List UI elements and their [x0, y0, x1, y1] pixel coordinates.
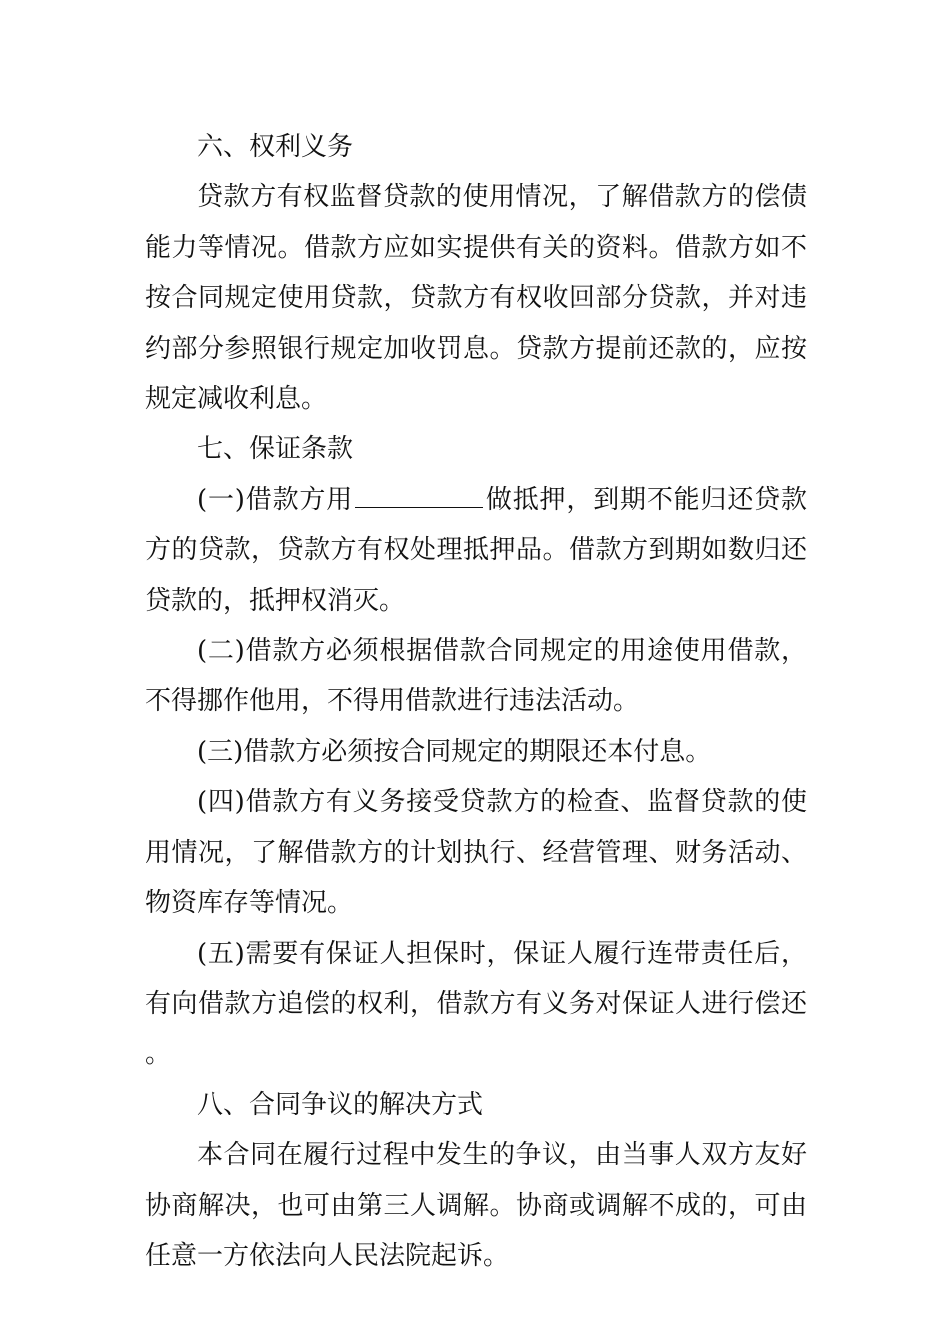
collateral-blank-line: [355, 485, 483, 508]
section-heading-dispute-resolution: 八、合同争议的解决方式: [197, 1089, 484, 1120]
section-heading-guarantee-terms: 七、保证条款: [197, 434, 354, 465]
guarantee-item-1: [145, 475, 807, 626]
paragraph-dispute-resolution: 本合同在履行过程中发生的争议，由当事人双方友好协商解决，也可由第三人调解。协商或调解不成的，可由任意一方依法向人民法院起诉。: [145, 1140, 807, 1271]
section-heading-rights-obligations: 六、权利义务: [197, 132, 354, 162]
guarantee-item-1-after: 做抵押，到期不能归还贷款方的贷款，贷款方有权处理抵押品。借款方到期如数归还贷款的，抵押权消灭。: [145, 484, 807, 616]
guarantee-item-1-before: (一)借款方用: [197, 484, 354, 515]
guarantee-item-4: (四)借款方有义务接受贷款方的检查、监督贷款的使用情况，了解借款方的计划执行、经营管理、财务活动、物资库存等情况。: [145, 787, 807, 919]
document-body: [145, 122, 807, 1281]
guarantee-item-5: (五)需要有保证人担保时，保证人履行连带责任后，有向借款方追偿的权利，借款方有义务对保证人进行偿还。: [145, 938, 807, 1070]
guarantee-item-2: (二)借款方必须根据借款合同规定的用途使用借款，不得挪作他用，不得用借款进行违法活动。: [145, 636, 807, 717]
paragraph-rights-obligations: 贷款方有权监督贷款的使用情况，了解借款方的偿债能力等情况。借款方应如实提供有关的资料。借款方如不按合同规定使用贷款，贷款方有权收回部分贷款，并对违约部分参照银行规定加收罚息。贷款方提前还款的，应按规定减收利息。: [145, 182, 807, 415]
guarantee-item-3: (三)借款方必须按合同规定的期限还本付息。: [197, 736, 712, 767]
